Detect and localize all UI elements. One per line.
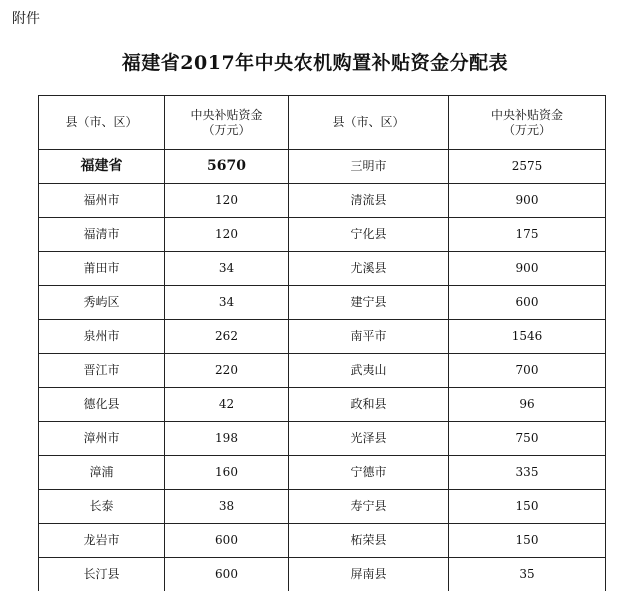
left-funds-value: 600 — [165, 524, 289, 558]
right-funds-value: 150 — [449, 524, 606, 558]
left-funds-value: 5670 — [165, 150, 289, 184]
right-region-name: 南平市 — [289, 320, 449, 354]
right-funds-value: 96 — [449, 388, 606, 422]
attachment-label: 附件 — [12, 11, 40, 27]
left-funds-value: 198 — [165, 422, 289, 456]
table-row — [39, 456, 606, 490]
table-row — [39, 558, 606, 591]
header-funds-left — [165, 96, 289, 150]
header-funds-right-line1: 中央补贴资金 — [490, 107, 563, 122]
right-funds-value: 335 — [449, 456, 606, 490]
header-funds-left-line1: 中央补贴资金 — [190, 107, 263, 122]
left-funds-value: 34 — [165, 286, 289, 320]
right-region-name: 宁化县 — [289, 218, 449, 252]
header-funds-right — [449, 96, 606, 150]
document-title: 福建省2017年中央农机购置补贴资金分配表 — [121, 52, 509, 74]
right-region-name: 清流县 — [289, 184, 449, 218]
table-row — [39, 218, 606, 252]
left-funds-value: 38 — [165, 490, 289, 524]
right-region-name: 建宁县 — [289, 286, 449, 320]
right-region-name: 武夷山 — [289, 354, 449, 388]
table-header-row — [39, 96, 606, 150]
right-region-name: 屏南县 — [289, 558, 449, 591]
left-funds-value: 120 — [165, 218, 289, 252]
right-funds-value: 2575 — [449, 150, 606, 184]
right-funds-value: 900 — [449, 252, 606, 286]
left-funds-value: 600 — [165, 558, 289, 591]
right-region-name: 柘荣县 — [289, 524, 449, 558]
left-region-name: 长汀县 — [39, 558, 165, 591]
table-row — [39, 184, 606, 218]
table-row — [39, 524, 606, 558]
right-funds-value: 900 — [449, 184, 606, 218]
table-row — [39, 354, 606, 388]
right-funds-value: 150 — [449, 490, 606, 524]
right-funds-value: 175 — [449, 218, 606, 252]
left-funds-value: 120 — [165, 184, 289, 218]
header-county-right: 县（市、区） — [289, 96, 449, 150]
table-row — [39, 490, 606, 524]
right-region-name: 光泽县 — [289, 422, 449, 456]
right-funds-value: 750 — [449, 422, 606, 456]
left-funds-value: 42 — [165, 388, 289, 422]
left-region-name: 长泰 — [39, 490, 165, 524]
right-region-name: 三明市 — [289, 150, 449, 184]
right-region-name: 寿宁县 — [289, 490, 449, 524]
left-funds-value: 34 — [165, 252, 289, 286]
left-funds-value: 160 — [165, 456, 289, 490]
table-row — [39, 252, 606, 286]
header-funds-left-unit: （万元） — [202, 122, 251, 137]
right-region-name: 政和县 — [289, 388, 449, 422]
table-row — [39, 388, 606, 422]
left-region-name: 泉州市 — [39, 320, 165, 354]
left-funds-value: 220 — [165, 354, 289, 388]
left-funds-value: 262 — [165, 320, 289, 354]
table-row — [39, 286, 606, 320]
right-funds-value: 600 — [449, 286, 606, 320]
right-funds-value: 1546 — [449, 320, 606, 354]
table-row — [39, 150, 606, 184]
left-region-name: 莆田市 — [39, 252, 165, 286]
right-funds-value: 700 — [449, 354, 606, 388]
table-row — [39, 422, 606, 456]
left-region-name: 漳浦 — [39, 456, 165, 490]
right-funds-value: 35 — [449, 558, 606, 591]
subsidy-allocation-table — [38, 95, 606, 591]
left-region-name: 秀屿区 — [39, 286, 165, 320]
right-region-name: 宁德市 — [289, 456, 449, 490]
left-region-name: 德化县 — [39, 388, 165, 422]
header-county-left: 县（市、区） — [39, 96, 165, 150]
left-region-name: 福州市 — [39, 184, 165, 218]
right-region-name: 尤溪县 — [289, 252, 449, 286]
left-region-name: 福清市 — [39, 218, 165, 252]
left-region-name: 龙岩市 — [39, 524, 165, 558]
header-funds-right-unit: （万元） — [502, 122, 551, 137]
left-region-name: 漳州市 — [39, 422, 165, 456]
left-region-name: 福建省 — [39, 150, 165, 184]
table-row — [39, 320, 606, 354]
left-region-name: 晋江市 — [39, 354, 165, 388]
